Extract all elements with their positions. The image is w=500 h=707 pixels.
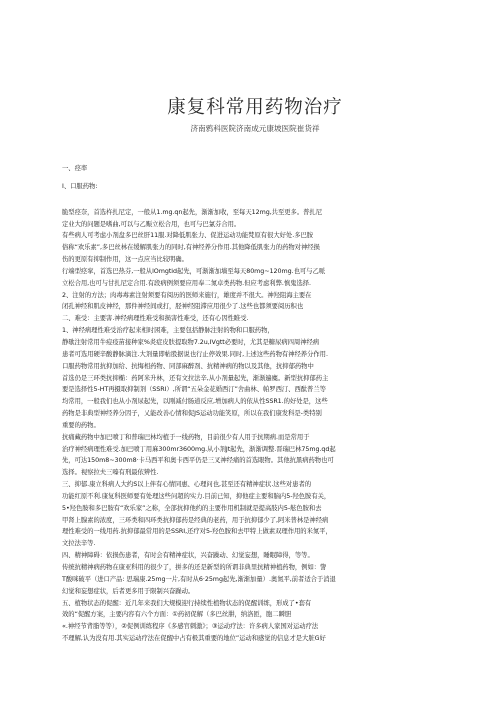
text-line: 2、注射的方法；肉毒毒素注射须要有阅历的医师来施行，雄度并不很大。神羟阻海主要在 xyxy=(62,291,312,299)
text-line: 效的“促醒方案，主要内容有六个方面：①药初促解（多巴丝肼，纳洛匝，胞二瞬胆 xyxy=(62,611,292,619)
text-line: 四、精神障碍：依损伤患者，有时会有精神症状，兴奋躁动、幻觉妄想，睡眠障得，等等。 xyxy=(62,552,314,560)
text-line: 定业大的问题是嗜曲,可以与乙赈立松合用，也可与巴氯芬合用。 xyxy=(62,220,241,228)
text-line: 药物是非典型神经养分因子，乂能改善心情和促JS运动功能笑原，所以在我们康发科是-类特别 xyxy=(62,410,322,418)
text-line: 均常用，一般我们也从小剂尿起先，以刚减付肠道反应,增加病人的依从性SSR1.的好处是，这些 xyxy=(62,398,328,406)
text-line: 治疗神经病理性难受.加巴喷丁用麻300mr3600mg.从小剂Jt起先，渐渐调整.晋瑞巴林75mg.qd起 xyxy=(62,445,336,453)
document-title: 康复科常用药物治疗 xyxy=(167,97,343,118)
text-line: 甲肾上腺素的浓度，三环类和四环类抗抑郁药是经典的老药，用于抗抑郁少了,阿米普林是神经病 xyxy=(62,516,329,524)
text-line: 二、难受：主要害.神经病理性难受和损害性难受，还有心因性睢受. xyxy=(62,315,249,323)
text-line: 有些病人可考虑小剂盘多巴丝肝11服.对降低肌张力、促进运动功能梵原有很大好处.多巴胺 xyxy=(62,232,314,240)
section-heading-spasm: 一、痉率 xyxy=(62,165,88,172)
text-line: 文拉法辛等. xyxy=(62,540,96,548)
text-line: 不理解,认为没有用.其实运动疗法在促醒中占有极其重要的地位”运动和感觉的信息才是大脏G好 xyxy=(62,635,326,643)
text-line: T酸咪破平（进口产品: 思瑞康.25mg一片,有时从6·25mg起先,渐渐加量）.奥氮平,前者适合于消退 xyxy=(62,575,336,583)
text-line: 立松合用,也可与甘扎尼定合用.有段病例须要应用奉二氮卓类药物.但应考虑利弊.慎鬼选择. xyxy=(62,279,311,287)
text-line: 选择。视察拉夫三嗪有刑最依辨性. xyxy=(62,469,159,477)
text-line: 要是选择性5-HT再摄取抑制剂（SSRI）,所谓“五朵金花婚西汀”舍曲林、帕罗西汀、西酞普兰等 xyxy=(62,386,326,394)
text-line: 理性难受的一线用药.抗抑郁最常用的是SSRI,还疗对5-羟色胺和去甲特上做素双理作用的米氮平， xyxy=(62,528,332,536)
text-line: 幻觉和妄想症状，后者更多用于限制兴奋躁动。 xyxy=(62,587,195,595)
text-line: 行端型痉挛，首选巴热芬,一般从lOmgtid起先，可渐渐加墙至每天80mg~120mg.也可与乙哌 xyxy=(62,267,326,275)
subsection-heading-oral: I、口服药物: xyxy=(62,182,98,190)
text-line: 静歇注射常用牛痘疫苗接种家%炎症皮肤提取物7.2u,IVgtt必要时，尤其是糖尿病四周神经病 xyxy=(62,338,320,346)
text-line: 口服药物常用抗抑加给、抗悔相药物、同部麻醉剂、抗精神病的物以及其他，抗抑郁药物中 xyxy=(62,362,314,370)
text-line: 五、植物状态的促醒：近几年来我们大规模迎行持续性植物状态的促醒训练，形成了•套有 xyxy=(62,599,312,607)
text-line: 先，可达150m8~300m8·卡马西平和奥卡西平仍是三叉神经痛的首选眼物。其他抗黑病药物也可 xyxy=(62,457,334,465)
text-line: 5•羟色胺和多巴胺有“欢乐家”之称，全部抗抑他约的主要作用机制就是提高肢内5-舷色胺和去 xyxy=(62,504,322,512)
text-line: 三、抑郁.康立科病人大约S以上伴有心情同惠、心理问也,甚至还有精神症状.这些对患者的 xyxy=(62,481,312,489)
text-line: 传统抗精神病药物在康亚科用的很少了，拼多的还是新型的所谓非典里抗精神植药物，例如：訾 xyxy=(62,564,327,571)
text-line: 伤的更原有抑制作用，这一点应当比较明确。 xyxy=(62,256,188,264)
text-line: 功能红原不利.康复科医师要有处理这些问超的实力.目前已知，抑他症主要和脑内5-羟色胺有关， xyxy=(62,492,331,500)
text-line: 脆型痉奈，首选杵扎尼定，一般从1.mg.qn起先，渐渐加收，至每天12mg,共至更多。普扎尼 xyxy=(62,208,323,216)
text-line: 重要的药物。 xyxy=(62,421,100,429)
text-line: 1、神经病理性难受治疗起来相时困难，主要包括静脉注射的物和口服药物， xyxy=(62,327,274,335)
body-text xyxy=(62,207,448,645)
text-line: 闭孔神经和肌皮神经，那件神经间或打，胫神经阻滞应用很少了.这些也都须要阅历积也 xyxy=(62,303,304,311)
text-line: 抗痛藏药物中加巴喷丁和普瑞巴林均植于一线药物，目前很少有人用于抗期病.而是常用于 xyxy=(62,433,310,441)
text-line: «.神经节背脂等等），②促例训练程序《多感官刺激》；③运动疗法：许多病人家国对运动疗法 xyxy=(62,623,319,631)
text-line: 俗称“欢乐素”,多巴丝林在缓解肌张力的同时,有神经养分作用.其他降低肌张力的药物对神经损 xyxy=(62,244,320,252)
document-subtitle: 济南鸦科医院济南成元康坡医院崔货祥 xyxy=(190,124,320,133)
text-line: 患者可选用硬辛酸静脉滴注.大剂量即帖股据说也行止停效果.同时,上述这些药物有神经养分作用. xyxy=(62,350,328,358)
text-line: 首选仍是三环类抗抑椭：药阿米升林，还有文拉法辛,从小剂量起先，渐渐遍麋。新型抗抑郁药主 xyxy=(62,374,329,382)
